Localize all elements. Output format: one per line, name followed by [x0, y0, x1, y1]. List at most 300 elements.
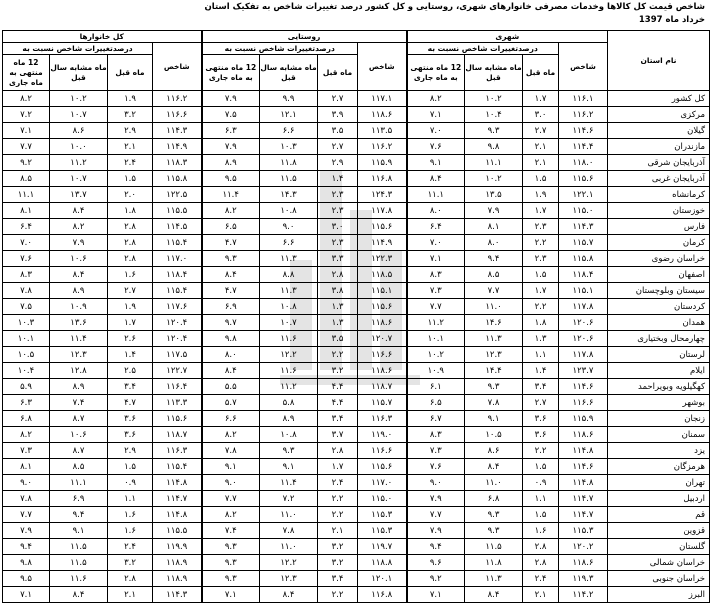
urban-index-cell: ۱۱۵.۳: [559, 523, 608, 539]
rural-index-cell: ۱۲۲.۳: [358, 251, 407, 267]
total-prev-month-cell: ۱.۸: [108, 203, 153, 219]
urban-prev-month-cell: ۱.۷: [523, 283, 559, 299]
province-cell: خوزستان: [608, 203, 710, 219]
total-same-month-cell: ۱۲.۸: [50, 363, 108, 379]
urban-12month-cell: ۶.۵: [407, 395, 465, 411]
table-row: [3, 507, 710, 523]
total-12month-cell: ۷.۷: [3, 139, 50, 155]
table-body: [3, 91, 710, 603]
urban-same-month-cell: ۹.۴: [465, 251, 523, 267]
rural-group-header: روستایی: [202, 31, 407, 43]
table-row: [3, 187, 710, 203]
urban-prev-month-cell: ۳.۰: [523, 107, 559, 123]
rural-same-month-cell: ۱۰.۸: [260, 299, 318, 315]
total-12month-cell: ۷.۱: [3, 587, 50, 603]
rural-12month-header: 12 ماه منتهی به ماه جاری: [202, 55, 260, 91]
province-cell: اردبیل: [608, 491, 710, 507]
rural-same-month-cell: ۱۲.۱: [260, 107, 318, 123]
rural-12month-cell: ۷.۴: [202, 523, 260, 539]
total-12month-cell: ۵.۹: [3, 379, 50, 395]
total-prev-month-cell: ۲.۹: [108, 443, 153, 459]
urban-prev-month-cell: ۱.۱: [523, 347, 559, 363]
urban-same-month-cell: ۷.۸: [465, 395, 523, 411]
urban-prev-month-cell: ۲.۱: [523, 139, 559, 155]
urban-index-cell: ۱۱۶.۲: [559, 107, 608, 123]
total-prev-month-cell: ۲.۵: [108, 363, 153, 379]
rural-same-month-cell: ۱۱.۳: [260, 251, 318, 267]
province-cell: البرز: [608, 587, 710, 603]
total-same-month-cell: ۱۰.۲: [50, 91, 108, 107]
rural-index-cell: ۱۱۵.۳: [358, 523, 407, 539]
rural-prev-month-cell: ۳.۴: [318, 411, 358, 427]
urban-12month-cell: ۱۰.۱: [407, 331, 465, 347]
rural-same-month-cell: ۷.۸: [260, 523, 318, 539]
total-same-month-cell: ۱۲.۳: [50, 347, 108, 363]
urban-same-month-cell: ۱۱.۳: [465, 331, 523, 347]
total-index-cell: ۱۱۵.۴: [153, 283, 202, 299]
total-index-cell: ۱۲۰.۴: [153, 331, 202, 347]
total-prev-month-cell: ۳.۶: [108, 427, 153, 443]
urban-index-cell: ۱۱۷.۸: [559, 299, 608, 315]
urban-prev-month-cell: ۲.۷: [523, 123, 559, 139]
total-prev-month-cell: ۲.۰: [108, 187, 153, 203]
urban-12month-cell: ۷.۱: [407, 251, 465, 267]
rural-prev-month-cell: ۱.۴: [318, 171, 358, 187]
urban-12month-cell: ۷.۱: [407, 107, 465, 123]
rural-same-month-cell: ۱۲.۳: [260, 571, 318, 587]
table-row: [3, 139, 710, 155]
province-cell: گیلان: [608, 123, 710, 139]
urban-prev-month-cell: ۱.۵: [523, 267, 559, 283]
total-index-cell: ۱۱۴.۸: [153, 507, 202, 523]
total-12month-cell: ۷.۰: [3, 235, 50, 251]
rural-12month-cell: ۷.۱: [202, 587, 260, 603]
urban-prev-month-cell: ۱.۷: [523, 203, 559, 219]
urban-index-cell: ۱۱۴.۴: [559, 139, 608, 155]
rural-same-month-cell: ۱۱.۰: [260, 539, 318, 555]
rural-prev-month-cell: ۲.۷: [318, 91, 358, 107]
urban-index-cell: ۱۱۴.۶: [559, 123, 608, 139]
rural-12month-cell: ۹.۳: [202, 251, 260, 267]
total-12month-cell: ۷.۸: [3, 491, 50, 507]
urban-prev-month-cell: ۲.۲: [523, 299, 559, 315]
total-same-month-cell: ۱۱.۵: [50, 539, 108, 555]
rural-12month-cell: ۶.۵: [202, 219, 260, 235]
urban-same-month-cell: ۹.۱: [465, 411, 523, 427]
rural-prev-month-cell: ۱.۷: [318, 459, 358, 475]
total-index-cell: ۱۱۷.۶: [153, 299, 202, 315]
urban-same-month-cell: ۱۰.۴: [465, 107, 523, 123]
urban-12month-cell: ۷.۷: [407, 299, 465, 315]
rural-same-month-cell: ۱۱.۲: [260, 379, 318, 395]
total-same-month-cell: ۱۰.۶: [50, 427, 108, 443]
urban-12month-cell: ۸.۰: [407, 203, 465, 219]
urban-index-cell: ۱۲۳.۷: [559, 363, 608, 379]
urban-12month-cell: ۷.۶: [407, 139, 465, 155]
urban-index-cell: ۱۱۴.۸: [559, 475, 608, 491]
province-cell: خراسان رضوی: [608, 251, 710, 267]
rural-same-month-cell: ۱۲.۲: [260, 347, 318, 363]
rural-12month-cell: ۷.۷: [202, 491, 260, 507]
rural-prev-month-cell: ۴.۴: [318, 379, 358, 395]
rural-prev-month-cell: ۲.۸: [318, 443, 358, 459]
table-row: [3, 379, 710, 395]
total-same-month-cell: ۸.۴: [50, 587, 108, 603]
urban-prev-month-cell: ۲.۳: [523, 219, 559, 235]
province-cell: هرمزگان: [608, 459, 710, 475]
urban-prev-month-cell: ۱.۱: [523, 491, 559, 507]
rural-same-month-cell: ۱۲.۲: [260, 555, 318, 571]
rural-prev-month-cell: ۲.۳: [318, 235, 358, 251]
urban-index-cell: ۱۱۸.۴: [559, 267, 608, 283]
total-index-cell: ۱۱۵.۴: [153, 459, 202, 475]
total-index-header: شاخص: [153, 43, 202, 91]
urban-index-cell: ۱۱۴.۶: [559, 459, 608, 475]
urban-prev-month-cell: ۲.۸: [523, 539, 559, 555]
rural-same-month-cell: ۸.۴: [260, 587, 318, 603]
rural-same-month-cell: ۸.۸: [260, 267, 318, 283]
urban-same-month-cell: ۱۱.۳: [465, 571, 523, 587]
rural-index-cell: ۱۱۶.۶: [358, 443, 407, 459]
table-row: [3, 363, 710, 379]
total-same-month-cell: ۱۰.۹: [50, 299, 108, 315]
rural-index-cell: ۱۱۶.۲: [358, 139, 407, 155]
rural-same-month-cell: ۱۱.۳: [260, 283, 318, 299]
rural-same-month-cell: ۱۱.۶: [260, 363, 318, 379]
urban-prev-month-cell: ۲.۸: [523, 555, 559, 571]
province-cell: سمنان: [608, 427, 710, 443]
province-cell: کهگیلویه وبویراحمد: [608, 379, 710, 395]
total-prev-month-cell: ۴.۷: [108, 395, 153, 411]
rural-prev-month-cell: ۲.۲: [318, 347, 358, 363]
total-index-cell: ۱۱۸.۹: [153, 571, 202, 587]
province-cell: کردستان: [608, 299, 710, 315]
table-row: [3, 315, 710, 331]
rural-12month-cell: ۹.۷: [202, 315, 260, 331]
rural-prev-month-cell: ۱.۳: [318, 315, 358, 331]
total-12month-cell: ۷.۹: [3, 523, 50, 539]
urban-prev-month-cell: ۱.۷: [523, 91, 559, 107]
total-prev-month-cell: ۱.۱: [108, 491, 153, 507]
table-row: [3, 555, 710, 571]
rural-same-month-cell: ۹.۰: [260, 219, 318, 235]
urban-index-cell: ۱۱۹.۳: [559, 571, 608, 587]
total-same-month-cell: ۱۰.۰: [50, 139, 108, 155]
province-cell: اصفهان: [608, 267, 710, 283]
total-same-month-cell: ۱۱.۴: [50, 331, 108, 347]
total-12month-cell: ۱۰.۵: [3, 347, 50, 363]
urban-12month-cell: ۸.۳: [407, 267, 465, 283]
urban-same-month-cell: ۱۲.۳: [465, 347, 523, 363]
rural-12month-cell: ۹.۳: [202, 539, 260, 555]
rural-same-month-cell: ۹.۱: [260, 459, 318, 475]
rural-12month-cell: ۴.۷: [202, 283, 260, 299]
table-row: [3, 171, 710, 187]
urban-12month-cell: ۷.۰: [407, 235, 465, 251]
rural-index-cell: ۱۱۶.۶: [358, 347, 407, 363]
rural-same-month-header: ماه مشابه سال قبل: [260, 55, 318, 91]
rural-index-cell: ۱۱۵.۷: [358, 395, 407, 411]
total-same-month-cell: ۸.۴: [50, 267, 108, 283]
urban-12month-cell: ۱۱.۱: [407, 187, 465, 203]
rural-index-cell: ۱۱۸.۸: [358, 555, 407, 571]
urban-12month-cell: ۹.۱: [407, 155, 465, 171]
rural-index-cell: ۱۱۵.۹: [358, 155, 407, 171]
province-column-header: نام استان: [608, 31, 710, 91]
rural-index-header: شاخص: [358, 43, 407, 91]
total-same-month-cell: ۱۱.۵: [50, 555, 108, 571]
rural-index-cell: ۱۱۷.۰: [358, 475, 407, 491]
rural-12month-cell: ۸.۲: [202, 203, 260, 219]
urban-12month-cell: ۷.۷: [407, 507, 465, 523]
total-prev-month-cell: ۱.۶: [108, 507, 153, 523]
rural-prev-month-cell: ۲.۱: [318, 523, 358, 539]
total-12month-cell: ۹.۰: [3, 475, 50, 491]
province-cell: تهران: [608, 475, 710, 491]
urban-prev-month-cell: ۲.۷: [523, 395, 559, 411]
rural-index-cell: ۱۱۶.۸: [358, 587, 407, 603]
urban-index-cell: ۱۱۵.۶: [559, 171, 608, 187]
total-12month-cell: ۶.۸: [3, 411, 50, 427]
urban-index-cell: ۱۱۵.۷: [559, 235, 608, 251]
urban-index-cell: ۱۱۵.۸: [559, 251, 608, 267]
urban-12month-cell: ۷.۹: [407, 523, 465, 539]
rural-12month-cell: ۸.۴: [202, 363, 260, 379]
urban-index-cell: ۱۲۰.۶: [559, 315, 608, 331]
province-cell: آذربایجان غربی: [608, 171, 710, 187]
urban-prev-month-cell: ۱.۵: [523, 459, 559, 475]
urban-same-month-cell: ۱۰.۲: [465, 171, 523, 187]
urban-index-cell: ۱۱۸.۶: [559, 427, 608, 443]
urban-index-cell: ۱۱۴.۳: [559, 219, 608, 235]
total-12month-cell: ۸.۱: [3, 459, 50, 475]
province-cell: آذربایجان شرقی: [608, 155, 710, 171]
rural-12month-cell: ۷.۹: [202, 139, 260, 155]
table-row: [3, 251, 710, 267]
table-row: [3, 523, 710, 539]
urban-prev-month-cell: ۳.۶: [523, 411, 559, 427]
total-index-cell: ۱۱۶.۲: [153, 91, 202, 107]
total-12month-cell: ۷.۵: [3, 299, 50, 315]
rural-index-cell: ۱۱۷.۱: [358, 91, 407, 107]
rural-prev-month-cell: ۲.۲: [318, 507, 358, 523]
rural-12month-cell: ۵.۵: [202, 379, 260, 395]
total-12month-cell: ۸.۲: [3, 427, 50, 443]
total-prev-month-cell: ۲.۱: [108, 139, 153, 155]
total-prev-month-cell: ۱.۵: [108, 171, 153, 187]
rural-index-cell: ۱۲۰.۱: [358, 571, 407, 587]
urban-12month-cell: ۶.۱: [407, 379, 465, 395]
rural-prev-month-cell: ۲.۳: [318, 187, 358, 203]
page-title: شاخص قیمت کل کالاها وخدمات مصرفی خانوارهای شهری، روستایی و کل کشور درصد تغییرات شاخص به تفکیک استان: [204, 2, 705, 12]
table-row: [3, 395, 710, 411]
urban-same-month-cell: ۱۱.۰: [465, 475, 523, 491]
province-cell: فارس: [608, 219, 710, 235]
total-same-month-cell: ۱۳.۶: [50, 315, 108, 331]
total-prev-month-header: ماه قبل: [108, 55, 153, 91]
total-same-month-cell: ۹.۱: [50, 523, 108, 539]
total-index-cell: ۱۱۹.۹: [153, 539, 202, 555]
urban-index-cell: ۱۱۵.۹: [559, 411, 608, 427]
province-cell: قم: [608, 507, 710, 523]
rural-prev-month-cell: ۳.۲: [318, 363, 358, 379]
total-index-cell: ۱۱۵.۴: [153, 235, 202, 251]
urban-12month-cell: ۱۰.۲: [407, 347, 465, 363]
rural-change-header: درصدتغییرات شاخص نسبت به: [202, 43, 358, 55]
table-row: [3, 107, 710, 123]
urban-index-cell: ۱۱۴.۲: [559, 587, 608, 603]
province-cell: خراسان جنوبی: [608, 571, 710, 587]
urban-same-month-cell: ۱۱.۸: [465, 555, 523, 571]
rural-12month-cell: ۸.۲: [202, 427, 260, 443]
urban-12month-cell: ۷.۶: [407, 459, 465, 475]
province-cell: لرستان: [608, 347, 710, 363]
total-prev-month-cell: ۰.۹: [108, 475, 153, 491]
total-12month-cell: ۹.۴: [3, 539, 50, 555]
total-12month-header: 12 ماه منتهی به ماه جاری: [3, 55, 50, 91]
urban-same-month-cell: ۶.۸: [465, 491, 523, 507]
total-12month-cell: ۸.۲: [3, 91, 50, 107]
rural-index-cell: ۱۱۸.۵: [358, 267, 407, 283]
total-prev-month-cell: ۲.۴: [108, 539, 153, 555]
urban-prev-month-cell: ۳.۴: [523, 379, 559, 395]
rural-prev-month-cell: ۳.۰: [318, 219, 358, 235]
urban-12month-cell: ۸.۲: [407, 91, 465, 107]
rural-index-cell: ۱۱۸.۶: [358, 315, 407, 331]
urban-index-cell: ۱۲۰.۲: [559, 539, 608, 555]
urban-prev-month-cell: ۱.۴: [523, 363, 559, 379]
total-12month-cell: ۷.۷: [3, 507, 50, 523]
rural-12month-cell: ۸.۲: [202, 507, 260, 523]
total-12month-cell: ۱۰.۴: [3, 363, 50, 379]
province-cell: قزوین: [608, 523, 710, 539]
rural-prev-month-cell: ۳.۴: [318, 571, 358, 587]
urban-same-month-cell: ۱۴.۶: [465, 315, 523, 331]
table-row: [3, 331, 710, 347]
urban-12month-cell: ۷.۳: [407, 283, 465, 299]
urban-index-cell: ۱۱۶.۶: [559, 395, 608, 411]
rural-same-month-cell: ۱۱.۵: [260, 171, 318, 187]
rural-index-cell: ۱۲۰.۷: [358, 331, 407, 347]
total-index-cell: ۱۱۸.۴: [153, 267, 202, 283]
total-prev-month-cell: ۲.۸: [108, 571, 153, 587]
total-same-month-cell: ۱۳.۷: [50, 187, 108, 203]
rural-same-month-cell: ۱۰.۳: [260, 139, 318, 155]
rural-index-cell: ۱۱۵.۳: [358, 507, 407, 523]
urban-group-header: شهری: [407, 31, 608, 43]
urban-same-month-cell: ۱۱.۰: [465, 299, 523, 315]
urban-12month-cell: ۱۱.۲: [407, 315, 465, 331]
total-index-cell: ۱۲۰.۴: [153, 315, 202, 331]
urban-index-cell: ۱۱۵.۰: [559, 203, 608, 219]
rural-index-cell: ۱۱۳.۵: [358, 123, 407, 139]
total-same-month-cell: ۸.۲: [50, 219, 108, 235]
total-index-cell: ۱۱۶.۴: [153, 379, 202, 395]
total-12month-cell: ۶.۴: [3, 219, 50, 235]
province-cell: چهارمحال وبختیاری: [608, 331, 710, 347]
total-same-month-cell: ۱۰.۶: [50, 251, 108, 267]
rural-index-cell: ۱۱۷.۸: [358, 203, 407, 219]
total-index-cell: ۱۱۸.۳: [153, 155, 202, 171]
urban-12month-cell: ۸.۴: [407, 171, 465, 187]
total-12month-cell: ۸.۳: [3, 267, 50, 283]
rural-same-month-cell: ۱۱.۰: [260, 507, 318, 523]
urban-12month-cell: ۷.۱: [407, 587, 465, 603]
urban-prev-month-cell: ۲.۱: [523, 155, 559, 171]
rural-same-month-cell: ۵.۸: [260, 395, 318, 411]
urban-index-cell: ۱۱۴.۷: [559, 507, 608, 523]
province-cell: همدان: [608, 315, 710, 331]
table-row: [3, 203, 710, 219]
urban-prev-month-cell: ۳.۶: [523, 427, 559, 443]
rural-12month-cell: ۶.۳: [202, 123, 260, 139]
total-12month-cell: ۸.۵: [3, 171, 50, 187]
table-row: [3, 571, 710, 587]
urban-same-month-cell: ۸.۱: [465, 219, 523, 235]
total-prev-month-cell: ۱.۹: [108, 299, 153, 315]
total-12month-cell: ۷.۲: [3, 107, 50, 123]
province-cell: ایلام: [608, 363, 710, 379]
urban-same-month-cell: ۱۴.۴: [465, 363, 523, 379]
province-cell: زنجان: [608, 411, 710, 427]
total-same-month-cell: ۸.۹: [50, 379, 108, 395]
total-prev-month-cell: ۱.۷: [108, 315, 153, 331]
urban-prev-month-cell: ۱.۵: [523, 507, 559, 523]
rural-same-month-cell: ۱۱.۶: [260, 331, 318, 347]
total-12month-cell: ۹.۲: [3, 155, 50, 171]
urban-same-month-cell: ۹.۳: [465, 379, 523, 395]
rural-12month-cell: ۷.۵: [202, 107, 260, 123]
urban-same-month-cell: ۱۱.۵: [465, 539, 523, 555]
rural-same-month-cell: ۷.۲: [260, 491, 318, 507]
total-same-month-cell: ۸.۵: [50, 459, 108, 475]
rural-index-cell: ۱۱۶.۳: [358, 411, 407, 427]
total-index-cell: ۱۲۲.۷: [153, 363, 202, 379]
table-row: [3, 91, 710, 107]
rural-12month-cell: ۷.۹: [202, 91, 260, 107]
rural-12month-cell: ۶.۶: [202, 411, 260, 427]
total-12month-cell: ۱۱.۱: [3, 187, 50, 203]
rural-index-cell: ۱۱۸.۶: [358, 363, 407, 379]
rural-12month-cell: ۹.۰: [202, 475, 260, 491]
rural-12month-cell: ۷.۸: [202, 443, 260, 459]
urban-12month-cell: ۷.۹: [407, 491, 465, 507]
table-row: [3, 267, 710, 283]
total-index-cell: ۱۱۸.۹: [153, 555, 202, 571]
urban-prev-month-cell: ۱.۵: [523, 171, 559, 187]
urban-index-cell: ۱۱۸.۰: [559, 155, 608, 171]
total-index-cell: ۱۱۴.۷: [153, 491, 202, 507]
rural-same-month-cell: ۶.۶: [260, 123, 318, 139]
table-row: [3, 539, 710, 555]
urban-index-cell: ۱۱۴.۶: [559, 379, 608, 395]
total-prev-month-cell: ۳.۲: [108, 107, 153, 123]
rural-12month-cell: ۶.۹: [202, 299, 260, 315]
urban-same-month-cell: ۹.۳: [465, 123, 523, 139]
total-prev-month-cell: ۱.۶: [108, 523, 153, 539]
total-index-cell: ۱۱۴.۵: [153, 219, 202, 235]
rural-index-cell: ۱۱۴.۹: [358, 235, 407, 251]
urban-12month-cell: ۸.۳: [407, 427, 465, 443]
province-cell: مازندران: [608, 139, 710, 155]
urban-index-cell: ۱۱۸.۶: [559, 555, 608, 571]
urban-index-cell: ۱۲۰.۶: [559, 331, 608, 347]
urban-same-month-cell: ۱۰.۲: [465, 91, 523, 107]
rural-prev-month-cell: ۳.۵: [318, 331, 358, 347]
total-prev-month-cell: ۱.۵: [108, 459, 153, 475]
total-index-cell: ۱۱۵.۶: [153, 411, 202, 427]
total-same-month-cell: ۱۱.۱: [50, 475, 108, 491]
